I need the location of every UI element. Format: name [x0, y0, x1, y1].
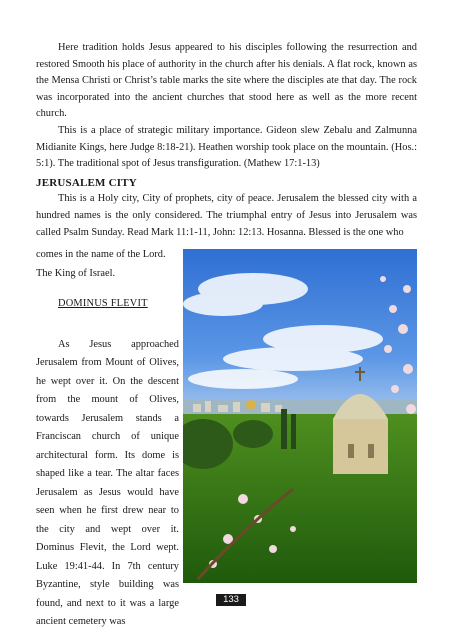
subheading-dominus-flevit: DOMINUS FLEVIT	[58, 298, 148, 309]
left-column-text	[36, 246, 179, 632]
section-heading-jerusalem: JERUSALEM CITY	[36, 176, 137, 189]
page-number: 133	[216, 594, 246, 606]
paragraph-resurrection: Here tradition holds Jesus appeared to his disciples following the resurrection and restored Smooth his place of authority in the church after his denials. A flat rock, known as the Mensa Christi or Christ’s table marks the site where the disciples ate that day. The rock was incorporated into the ancient churches that stood here as well as the more recent church.	[36, 42, 417, 120]
photo-illustration	[183, 249, 417, 583]
paragraph-jerusalem-line1: comes in the name of the Lord.	[36, 249, 166, 260]
paragraph-military: This is a place of strategic military importance. Gideon slew Zebalu and Zalmunna Midianite Kings, here Judge 8:18-21). Heathen worship took place on the mountain. (Hos.: 5:1). The traditional spot of Jesus transfiguration. (Mathew 17:1-13)	[36, 124, 417, 170]
top-text-block	[36, 40, 417, 241]
dominus-flevit-photo	[183, 249, 417, 583]
paragraph-jerusalem-line2: The King of Israel.	[36, 267, 116, 279]
paragraph-jerusalem: This is a Holy city, City of prophets, city of peace. Jerusalem the blessed city with a hundred names is the only considered. The triumphal entry of Jesus into Jerusalem was called Psalm Sunday. Read Mark 11:1-11, John: 12:13. Hosanna. Blessed is the one who	[36, 193, 417, 238]
paragraph-dominus-flevit: As Jesus approached Jerusalem from Mount of Olives, he wept over it. On the descent from the mount of Olives, towards Jerusalem stands a Franciscan church of unique architectural form. Its dome is shaped like a tear. The altar faces Jerusalem as Jesus would have seen when he first drew near to the city and wept over it. Dominus Flevit, the Lord wept. Luke 19:41-44. In 7th century Byzantine, style building was found, and next to it was a large ancient cemetery was	[36, 338, 179, 627]
